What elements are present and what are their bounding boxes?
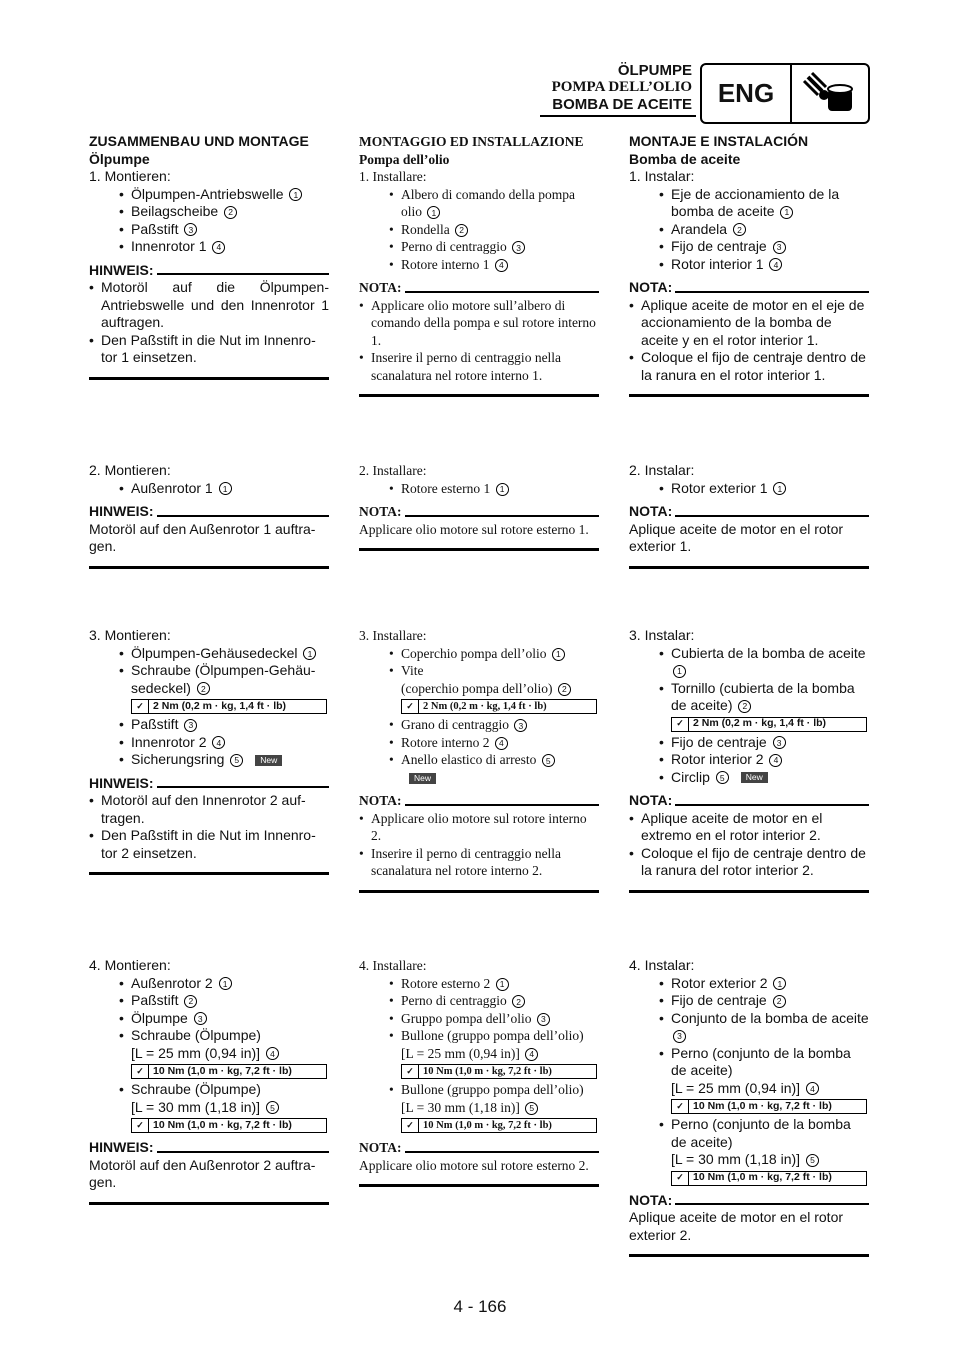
step-2: 2. Instalar: — [629, 462, 695, 478]
list-item: • Beilagscheibe 2 — [89, 203, 329, 221]
list-item: • Rondella 2 — [359, 221, 599, 239]
step-2: 2. Montieren: — [89, 462, 171, 478]
list-item: • Fijo de centraje 3 — [629, 734, 869, 752]
note-end-rule — [89, 566, 329, 569]
note-end-rule — [359, 394, 599, 397]
note-end-rule — [629, 566, 869, 569]
torque-spec: ✓ 2 Nm (0,2 m · kg, 1,4 ft · lb) — [131, 699, 327, 714]
column-italian — [359, 133, 599, 397]
torque-spec: ✓ 2 Nm (0,2 m · kg, 1,4 ft · lb) — [401, 699, 597, 714]
header-title-es: BOMBA DE ACEITE — [552, 96, 692, 113]
new-part-badge: New — [741, 772, 768, 783]
list-item: • Perno (conjunto de la bomba de aceite) — [629, 1116, 869, 1151]
note-header: NOTA: — [629, 503, 869, 521]
list-item: • Fijo de centraje 3 — [629, 238, 869, 256]
section-subtitle: Pompa dell’olio — [359, 151, 450, 167]
note-header: NOTA: — [359, 279, 599, 297]
list-item-continued: (coperchio pompa dell’olio) 2 — [359, 680, 599, 698]
bolt-length: [L = 25 mm (0,94 in)] 4 — [89, 1045, 329, 1063]
list-item: • Bullone (gruppo pompa dell’olio) — [359, 1027, 599, 1045]
note-text: Motoröl auf den Außenrotor 1 auftra-gen. — [89, 520, 316, 554]
note-item: • Den Paßstift in die Nut im Innenro-tor 2 einsetzen. — [89, 827, 329, 862]
torque-wrench-icon: ✓ — [672, 718, 689, 731]
list-item: • Rotor exterior 2 1 — [629, 975, 869, 993]
note-end-rule — [359, 890, 599, 893]
torque-wrench-icon: ✓ — [402, 1119, 419, 1132]
list-item: • Cubierta de la bomba de aceite 1 — [629, 645, 869, 680]
torque-spec: ✓ 10 Nm (1,0 m · kg, 7,2 ft · lb) — [401, 1118, 597, 1133]
header-title-it: POMPA DELL’OLIO — [551, 79, 692, 95]
step-1: 1. Montieren: — [89, 168, 171, 184]
torque-spec: ✓ 10 Nm (1,0 m · kg, 7,2 ft · lb) — [401, 1064, 597, 1079]
list-item: • Paßstift 2 — [89, 992, 329, 1010]
section-subtitle: Ölpumpe — [89, 150, 150, 167]
note-header: NOTA: — [359, 792, 599, 810]
torque-spec: ✓ 10 Nm (1,0 m · kg, 7,2 ft · lb) — [671, 1171, 867, 1186]
bolt-length: [L = 30 mm (1,18 in)] 5 — [359, 1099, 599, 1117]
note-text: Motoröl auf den Außenrotor 2 auftra-gen. — [89, 1156, 316, 1190]
note-item: • Coloque el fijo de centraje dentro de la ranura en el rotor interior 1. — [629, 349, 869, 384]
note-item: • Den Paßstift in die Nut im Innenro-tor 1 einsetzen. — [89, 332, 329, 367]
list-item: • Perno di centraggio 2 — [359, 992, 599, 1010]
column-german-step4 — [89, 957, 329, 1205]
note-end-rule — [629, 394, 869, 397]
list-item: • Circlip 5 New — [629, 769, 869, 787]
list-item: • Anello elastico di arresto 5 — [359, 751, 599, 769]
torque-spec: ✓ 10 Nm (1,0 m · kg, 7,2 ft · lb) — [131, 1118, 327, 1133]
step-2: 2. Installare: — [359, 463, 427, 478]
note-header: HINWEIS: — [89, 262, 329, 280]
note-end-rule — [359, 548, 599, 551]
list-item: • Rotor exterior 1 1 — [629, 480, 869, 498]
list-item: • Innenrotor 1 4 — [89, 238, 329, 256]
step-1: 1. Installare: — [359, 169, 427, 184]
step-4: 4. Instalar: — [629, 957, 695, 973]
list-item: • Coperchio pompa dell’olio 1 — [359, 645, 599, 663]
note-text: Applicare olio motore sul rotore esterno 1. — [359, 521, 589, 537]
list-item: • Fijo de centraje 2 — [629, 992, 869, 1010]
torque-wrench-icon: ✓ — [672, 1100, 689, 1113]
note-item: • Coloque el fijo de centraje dentro de la ranura del rotor interior 2. — [629, 845, 869, 880]
column-spanish — [629, 133, 869, 397]
engine-piston-icon — [792, 65, 868, 122]
note-header: HINWEIS: — [89, 775, 329, 793]
list-item: • Außenrotor 1 1 — [89, 480, 329, 498]
list-item: • Perno di centraggio 3 — [359, 238, 599, 256]
column-spanish-step4 — [629, 957, 869, 1257]
note-item: • Inserire il perno di centraggio nella scanalatura nel rotore interno 2. — [359, 845, 599, 880]
list-item: • Außenrotor 2 1 — [89, 975, 329, 993]
list-item: • Rotor interior 2 4 — [629, 751, 869, 769]
list-item: • Innenrotor 2 4 — [89, 734, 329, 752]
note-item: • Aplique aceite de motor en el extremo en el rotor interior 2. — [629, 810, 869, 845]
note-item: • Applicare olio motore sul rotore interno 2. — [359, 810, 599, 845]
note-header: HINWEIS: — [89, 503, 329, 521]
step-1: 1. Instalar: — [629, 168, 695, 184]
column-german-step3 — [89, 627, 329, 875]
list-item: • Ölpumpen-Antriebswelle 1 — [89, 186, 329, 204]
section-title: MONTAJE E INSTALACIÓN — [629, 133, 809, 149]
list-item: • Sicherungsring 5 New — [89, 751, 329, 769]
column-spanish-step2 — [629, 462, 869, 569]
note-item: • Aplique aceite de motor en el eje de accionamiento de la bomba de aceite y en el rotor interior 1. — [629, 297, 869, 350]
column-italian-step4 — [359, 957, 599, 1187]
list-item: • Rotore esterno 2 1 — [359, 975, 599, 993]
list-item: • Schraube (Ölpumpe) — [89, 1027, 329, 1045]
note-header: NOTA: — [359, 503, 599, 521]
list-item: • Rotore interno 2 4 — [359, 734, 599, 752]
column-german-step2 — [89, 462, 329, 569]
list-item: • Ölpumpe 3 — [89, 1010, 329, 1028]
torque-spec: ✓ 10 Nm (1,0 m · kg, 7,2 ft · lb) — [131, 1064, 327, 1079]
list-item: • Eje de accionamiento de la bomba de aceite 1 — [629, 186, 869, 221]
note-end-rule — [359, 1184, 599, 1187]
column-german — [89, 133, 329, 380]
step-4: 4. Installare: — [359, 958, 427, 973]
page-header-titles — [552, 62, 692, 113]
list-item: • Bullone (gruppo pompa dell’olio) — [359, 1081, 599, 1099]
bolt-length: [L = 25 mm (0,94 in)] 4 — [629, 1080, 869, 1098]
list-item: • Conjunto de la bomba de aceite 3 — [629, 1010, 869, 1045]
page-number: 4 - 166 — [453, 1297, 507, 1316]
note-end-rule — [629, 1254, 869, 1257]
list-item: • Ölpumpen-Gehäusedeckel 1 — [89, 645, 329, 663]
list-item: • Albero di comando della pompa olio 1 — [359, 186, 599, 221]
note-text: Aplique aceite de motor en el rotor exterior 1. — [629, 520, 844, 554]
section-title: MONTAGGIO ED INSTALLAZIONE — [359, 134, 584, 149]
note-end-rule — [629, 890, 869, 893]
column-spanish-step3 — [629, 627, 869, 893]
torque-wrench-icon: ✓ — [132, 1119, 149, 1132]
list-item: • Paßstift 3 — [89, 221, 329, 239]
header-title-de: ÖLPUMPE — [617, 62, 692, 79]
note-item: • Motoröl auf den Innenrotor 2 auf-tragen. — [89, 792, 329, 827]
note-header: NOTA: — [629, 792, 869, 810]
note-text: Applicare olio motore sul rotore esterno 2. — [359, 1157, 589, 1173]
note-text: Aplique aceite de motor en el rotor exterior 2. — [629, 1209, 844, 1243]
note-header: NOTA: — [359, 1139, 599, 1157]
list-item: • Tornillo (cubierta de la bomba de aceite) 2 — [629, 680, 869, 715]
header-rule — [540, 115, 696, 117]
section-badge — [700, 63, 870, 124]
section-title: ZUSAMMENBAU UND MONTAGE — [89, 133, 309, 149]
bolt-length: [L = 30 mm (1,18 in)] 5 — [629, 1151, 869, 1169]
note-end-rule — [89, 1202, 329, 1205]
note-header: HINWEIS: — [89, 1139, 329, 1157]
step-3: 3. Installare: — [359, 628, 427, 643]
note-item: • Inserire il perno di centraggio nella scanalatura nel rotore interno 1. — [359, 349, 599, 384]
note-end-rule — [89, 872, 329, 875]
list-item: • Gruppo pompa dell’olio 3 — [359, 1010, 599, 1028]
bolt-length: [L = 30 mm (1,18 in)] 5 — [89, 1099, 329, 1117]
list-item: • Vite — [359, 662, 599, 680]
torque-wrench-icon: ✓ — [132, 1065, 149, 1078]
section-subtitle: Bomba de aceite — [629, 150, 741, 167]
column-italian-step2 — [359, 462, 599, 551]
torque-spec: ✓ 2 Nm (0,2 m · kg, 1,4 ft · lb) — [671, 717, 867, 732]
step-3: 3. Instalar: — [629, 627, 695, 643]
list-item: • Schraube (Ölpumpen-Gehäu-sedeckel) 2 — [89, 662, 329, 697]
note-header: NOTA: — [629, 1192, 869, 1210]
list-item: • Rotor interior 1 4 — [629, 256, 869, 274]
column-italian-step3 — [359, 627, 599, 893]
torque-wrench-icon: ✓ — [672, 1172, 689, 1185]
note-header: NOTA: — [629, 279, 869, 297]
new-part-badge: New — [409, 773, 436, 784]
list-item: • Paßstift 3 — [89, 716, 329, 734]
note-item: • Motoröl auf die Ölpumpen-Antriebswelle und den Innenrotor 1 auftragen. — [89, 279, 329, 332]
note-end-rule — [89, 377, 329, 380]
new-part-badge: New — [255, 755, 282, 766]
list-item: • Arandela 2 — [629, 221, 869, 239]
list-item: • Schraube (Ölpumpe) — [89, 1081, 329, 1099]
torque-wrench-icon: ✓ — [402, 700, 419, 713]
section-label: ENG — [702, 65, 792, 122]
list-item: • Rotore esterno 1 1 — [359, 480, 599, 498]
list-item: • Rotore interno 1 4 — [359, 256, 599, 274]
note-item: • Applicare olio motore sull’albero di comando della pompa e sul rotore interno 1. — [359, 297, 599, 350]
torque-wrench-icon: ✓ — [402, 1065, 419, 1078]
torque-wrench-icon: ✓ — [132, 700, 149, 713]
list-item: • Grano di centraggio 3 — [359, 716, 599, 734]
step-3: 3. Montieren: — [89, 627, 171, 643]
torque-spec: ✓ 10 Nm (1,0 m · kg, 7,2 ft · lb) — [671, 1099, 867, 1114]
bolt-length: [L = 25 mm (0,94 in)] 4 — [359, 1045, 599, 1063]
step-4: 4. Montieren: — [89, 957, 171, 973]
list-item: • Perno (conjunto de la bomba de aceite) — [629, 1045, 869, 1080]
